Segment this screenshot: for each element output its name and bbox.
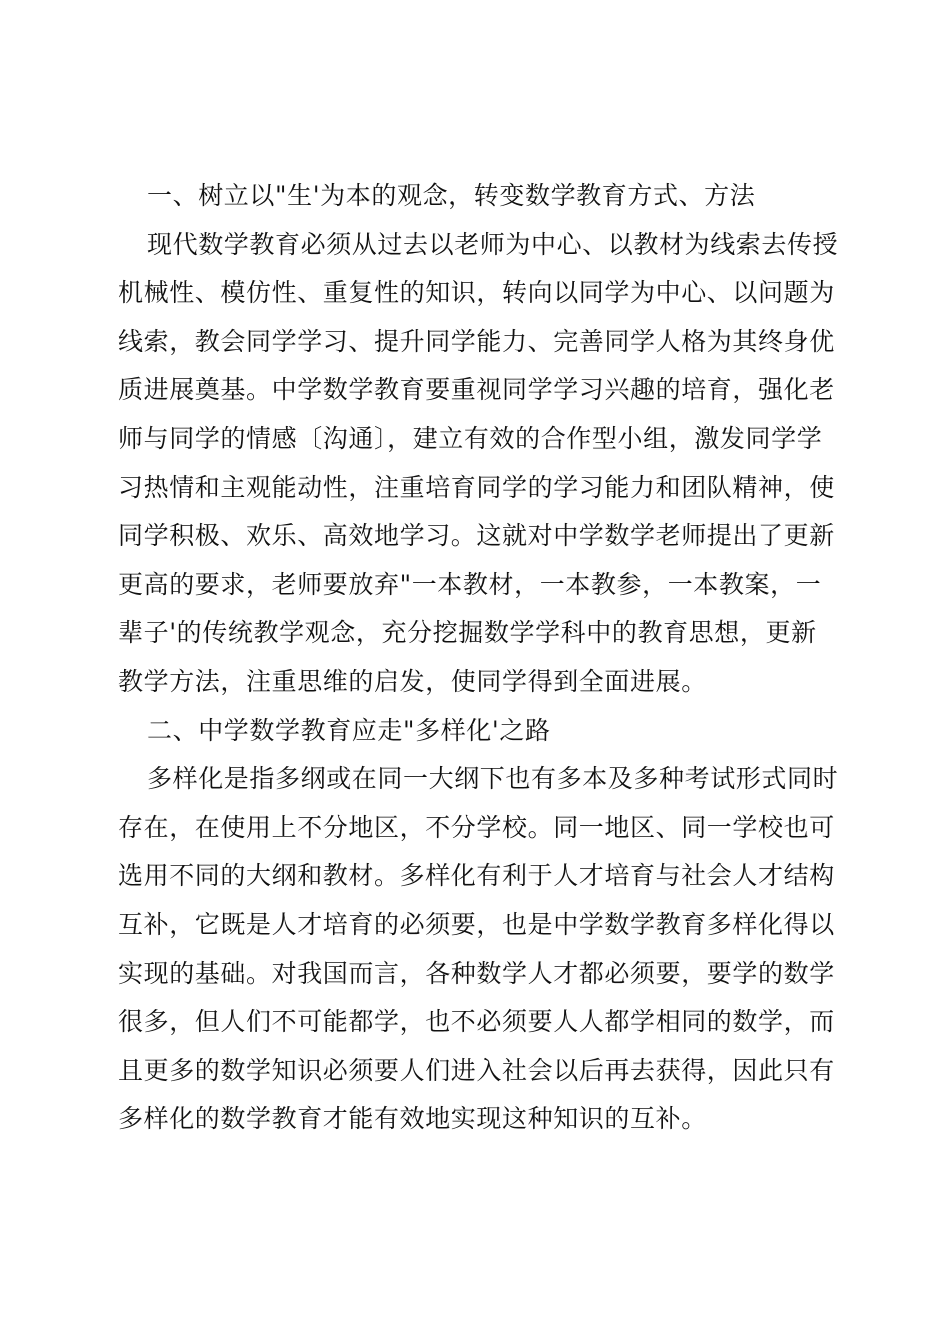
paragraph-line: 实现的基础。对我国而言，各种数学人才都必须要，要学的数学 xyxy=(118,958,835,988)
paragraph-line: 线索，教会同学学习、提升同学能力、完善同学人格为其终身优 xyxy=(118,326,835,356)
paragraph-line: 师与同学的情感〔沟通〕，建立有效的合作型小组，激发同学学 xyxy=(118,423,823,453)
paragraph-line: 很多，但人们不可能都学，也不必须要人人都学相同的数学，而 xyxy=(118,1007,835,1037)
paragraph-line: 选用不同的大纲和教材。多样化有利于人才培育与社会人才结构 xyxy=(118,861,835,891)
paragraph-line: 且更多的数学知识必须要人们进入社会以后再去获得，因此只有 xyxy=(118,1055,835,1085)
paragraph-line: 质进展奠基。中学数学教育要重视同学学习兴趣的培育，强化老 xyxy=(118,375,835,405)
paragraph-line: 同学积极、欢乐、高效地学习。这就对中学数学老师提出了更新 xyxy=(118,521,835,551)
section-2 xyxy=(118,707,839,1144)
section-2-heading: 二、中学数学教育应走"多样化'之路 xyxy=(147,715,551,745)
paragraph-line: 存在，在使用上不分地区，不分学校。同一地区、同一学校也可 xyxy=(118,812,835,842)
paragraph-line: 互补，它既是人才培育的必须要，也是中学数学教育多样化得以 xyxy=(118,909,835,939)
paragraph-line: 多样化是指多纲或在同一大纲下也有多本及多种考试形式同时 xyxy=(147,764,839,794)
paragraph-line: 习热情和主观能动性，注重培育同学的学习能力和团队精神，使 xyxy=(118,472,835,502)
section-1 xyxy=(118,172,839,707)
paragraph-line: 多样化的数学教育才能有效地实现这种知识的互补。 xyxy=(118,1104,707,1134)
paragraph-line: 现代数学教育必须从过去以老师为中心、以教材为线索去传授 xyxy=(147,229,839,259)
paragraph-line: 教学方法，注重思维的启发，使同学得到全面进展。 xyxy=(118,666,707,696)
section-1-heading: 一、树立以"生'为本的观念，转变数学教育方式、方法 xyxy=(147,181,756,210)
paragraph-line: 辈子'的传统教学观念，充分挖掘数学学科中的教育思想，更新 xyxy=(118,618,817,648)
document-page xyxy=(118,172,839,1144)
paragraph-line: 机械性、模仿性、重复性的知识，转向以同学为中心、以问题为 xyxy=(118,278,835,308)
paragraph-line: 更高的要求，老师要放弃"一本教材，一本教参，一本教案，一 xyxy=(118,569,822,599)
section-2-paragraph xyxy=(118,755,839,1144)
section-1-paragraph xyxy=(118,221,839,707)
